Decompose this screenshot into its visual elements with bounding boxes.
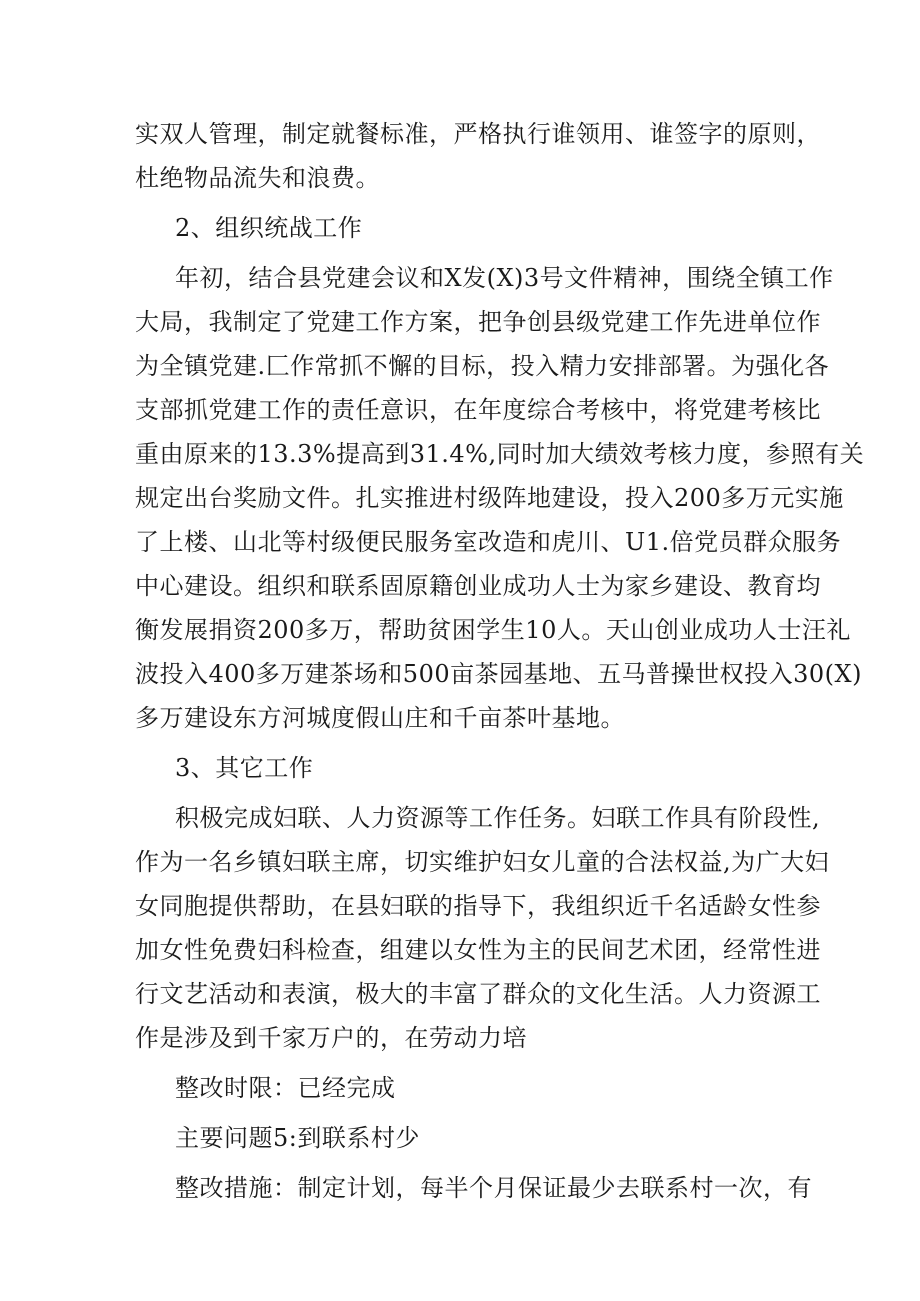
text-line: 波投入400多万建茶场和500亩茶园基地、五马普操世权投入30(X)	[135, 660, 862, 688]
paragraph-other-work	[135, 796, 830, 1060]
text-line: 重由原来的13.3%提高到31.4%,同时加大绩效考核力度，参照有关	[135, 440, 865, 468]
text-line: 支部抓党建工作的责任意识，在年度综合考核中，将党建考核比	[135, 396, 821, 424]
section-heading	[135, 206, 795, 250]
section-heading	[135, 746, 795, 790]
document-body	[135, 112, 865, 1210]
text-line: 年初，结合县党建会议和X发(X)3号文件精神，围绕全镇工作	[175, 264, 834, 292]
paragraph-main-issue	[135, 1116, 795, 1160]
paragraph-continuation	[135, 112, 821, 200]
paragraph-measures	[135, 1166, 812, 1210]
paragraph-deadline	[135, 1066, 795, 1110]
text-line: 女同胞提供帮助，在县妇联的指导下，我组织近千名适龄女性参	[135, 892, 821, 920]
text-line: 了上楼、山北等村级便民服务室改造和虎川、U1.倍党员群众服务	[135, 528, 842, 556]
text-line: 加女性免费妇科检查，组建以女性为主的民间艺术团，经常性进	[135, 936, 821, 964]
text-line: 整改措施：制定计划，每半个月保证最少去联系村一次，有	[175, 1174, 812, 1202]
paragraph-party-building	[135, 256, 865, 740]
heading-text: 2、组织统战工作	[175, 214, 363, 242]
text-line: 主要问题5:到联系村少	[175, 1124, 420, 1152]
text-line: 大局，我制定了党建工作方案，把争创县级党建工作先进单位作	[135, 308, 821, 336]
text-line: 行文艺活动和表演，极大的丰富了群众的文化生活。人力资源工	[135, 980, 821, 1008]
text-line: 积极完成妇联、人力资源等工作任务。妇联工作具有阶段性,	[175, 804, 821, 832]
text-line: 实双人管理，制定就餐标准，严格执行谁领用、谁签字的原则，	[135, 120, 821, 148]
text-line: 作是涉及到千家万户的，在劳动力培	[135, 1024, 527, 1052]
text-line: 杜绝物品流失和浪费。	[135, 164, 380, 192]
text-line: 为全镇党建.匚作常抓不懈的目标，投入精力安排部署。为强化各	[135, 352, 830, 380]
text-line: 规定出台奖励文件。扎实推进村级阵地建设，投入200多万元实施	[135, 484, 844, 512]
text-line: 作为一名乡镇妇联主席，切实维护妇女儿童的合法权益,为广大妇	[135, 848, 830, 876]
text-line: 多万建设东方河城度假山庄和千亩茶叶基地。	[135, 704, 625, 732]
heading-text: 3、其它工作	[175, 754, 314, 782]
text-line: 中心建设。组织和联系固原籍创业成功人士为家乡建设、教育均	[135, 572, 821, 600]
text-line: 整改时限：已经完成	[175, 1074, 396, 1102]
text-line: 衡发展捐资200多万，帮助贫困学生10人。天山创业成功人士汪礼	[135, 616, 851, 644]
